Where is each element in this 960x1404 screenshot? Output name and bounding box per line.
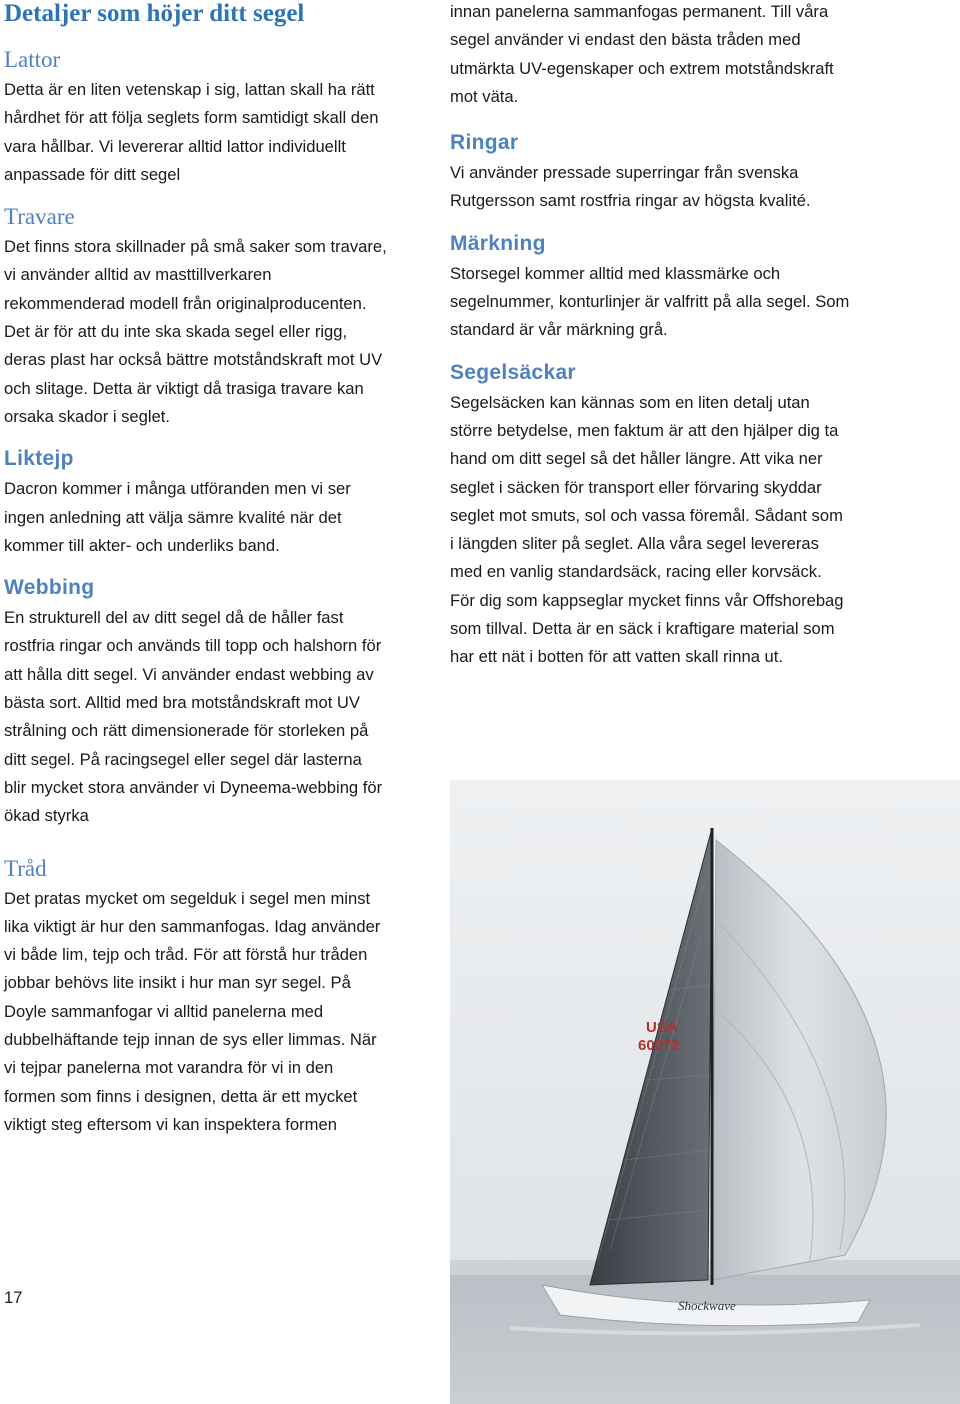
section-ringar: [450, 127, 850, 216]
heading-webbing: Webbing: [4, 576, 95, 600]
section-travare: [4, 201, 392, 431]
hull-name: Shockwave: [678, 1298, 736, 1313]
body-segelsackar: Segelsäcken kan kännas som en liten detalj utan större betydelse, men faktum är att den hjälper dig ta hand om ditt segel så det håller längre. Att vika ner seglet i säcken för transport eller förvaring skyddar seglet mot smuts, sol och vassa föremål. Sådant som i längden sliter på seglet. Alla våra segel levereras med en vanlig standardsäck, racing eller korvsäck. För dig som kappseglar mycket finns vår Offshorebag som tillval. Detta är en säck i kraftigare material som har ett nät i botten för att vatten skall rinna ut.: [450, 392, 844, 667]
body-travare: Det finns stora skillnader på små saker som travare, vi använder alltid av masttillverkaren rekommenderad modell från originalproducenten. Det är för att du inte ska skada segel eller rigg, deras plast har också bättre motståndskraft mot UV och slitage. Detta är viktigt då trasiga travare kan orsaka skador i seglet.: [4, 237, 387, 426]
sail-number-main: 60272: [638, 1037, 680, 1054]
heading-lattor: Lattor: [4, 47, 61, 72]
page-number: 17: [4, 1288, 23, 1307]
body-markning: Storsegel kommer alltid med klassmärke och segelnummer, konturlinjer är valfritt på alla segel. Som standard är vår märkning grå.: [450, 263, 850, 340]
body-trad-continued: innan panelerna sammanfogas permanent. Till våra segel använder vi endast den bästa tråden med utmärkta UV-egenskaper och extrem motståndskraft mot väta.: [450, 2, 834, 106]
section-webbing: [4, 572, 392, 830]
section-liktejp: [4, 443, 392, 560]
body-ringar: Vi använder pressade superringar från svenska Rutgersson samt rostfria ringar av högsta kvalité.: [450, 163, 811, 211]
water: [450, 1275, 960, 1404]
heading-trad: Tråd: [4, 855, 47, 881]
right-column: [450, 0, 850, 684]
section-lattor: [4, 44, 392, 189]
heading-ringar: Ringar: [450, 131, 519, 155]
heading-segelsackar: Segelsäckar: [450, 360, 576, 384]
section-trad: [4, 853, 392, 1140]
body-trad: Det pratas mycket om segelduk i segel men minst lika viktigt är hur den sammanfogas. Idag använder vi både lim, tejp och tråd. För att förstå hur tråden jobbar behövs lite insikt i hur man syr segel. På Doyle sammanfogar vi alltid panelerna med dubbelhäftande tejp innan de sys eller limmas. När vi tejpar panelerna mot varandra för vi in den formen som finns i designen, detta är ett mycket viktigt steg eftersom vi kan inspektera formen: [4, 888, 381, 1134]
body-webbing: En strukturell del av ditt segel då de håller fast rostfria ringar och används till topp och halshorn för att hålla ditt segel. Vi använder endast webbing av bästa sort. Alltid med bra motståndskraft mot UV strålning och rätt dimensionerade för storleken på ditt segel. På racingsegel eller segel där lasterna blir mycket stora använder vi Dyneema-webbing för ökad styrka: [4, 608, 383, 826]
section-segelsackar: [450, 357, 850, 672]
body-liktejp: Dacron kommer i många utföranden men vi ser ingen anledning att välja sämre kvalité när det kommer till akter- och underliks band.: [4, 479, 351, 555]
heading-markning: Märkning: [450, 231, 546, 255]
section-markning: [450, 228, 850, 345]
heading-liktejp: Liktejp: [4, 447, 74, 471]
body-lattor: Detta är en liten vetenskap i sig, lattan skall ha rätt hårdhet för att följa seglets form samtidigt skall den vara hållbar. Vi levererar alltid lattor individuellt anpassade för ditt segel: [4, 80, 379, 184]
left-column: [4, 44, 392, 1151]
page-title: Detaljer som höjer ditt segel: [4, 0, 305, 27]
sail-number-top: USA: [646, 1019, 678, 1036]
heading-travare: Travare: [4, 204, 75, 230]
sailboat-photo: [450, 780, 960, 1404]
